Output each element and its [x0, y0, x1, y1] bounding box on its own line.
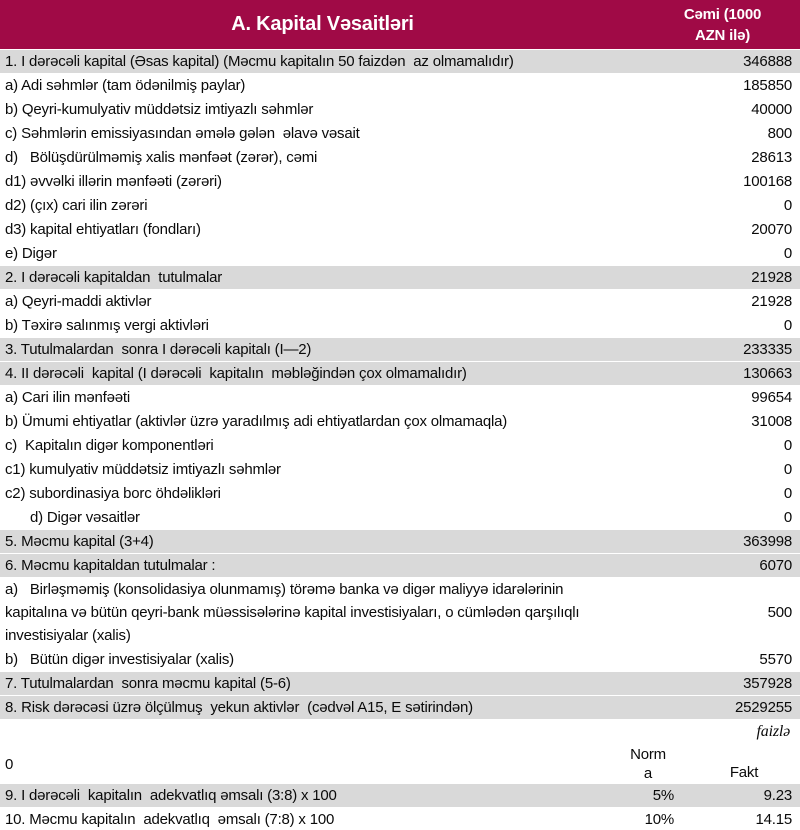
row-label: b) Təxirə salınmış vergi aktivləri	[5, 317, 209, 334]
table-row	[0, 648, 800, 672]
row-value: 20070	[751, 221, 792, 238]
row-value: 346888	[743, 53, 792, 70]
table-row	[0, 242, 800, 266]
amount-unit-line1: Cəmi (1000	[683, 5, 762, 23]
row-value: 31008	[751, 413, 792, 430]
ratio-row	[0, 808, 800, 830]
ratio-columns-header	[0, 744, 800, 784]
row-label: d2) (çıx) cari ilin zərəri	[5, 197, 148, 214]
row-label: c) Səhmlərin emissiyasından əmələ gələn əlavə vəsait	[5, 125, 360, 142]
row-value: 5570	[759, 651, 792, 668]
table-row	[0, 50, 800, 74]
row-value: 99654	[751, 389, 792, 406]
table-row	[0, 410, 800, 434]
table-header	[0, 0, 800, 50]
row-label: b) Ümumi ehtiyatlar (aktivlər üzrə yaradılmış adi ehtiyatlardan çox olmamaqla)	[5, 413, 508, 430]
table-row	[0, 458, 800, 482]
row-label: 1. I dərəcəli kapital (Əsas kapital) (Məcmu kapitalın 50 faizdən az olmamalıdır)	[5, 53, 514, 70]
table-row	[0, 530, 800, 554]
norm-column-header	[608, 744, 688, 784]
table-row	[0, 482, 800, 506]
table-row	[0, 554, 800, 578]
row-label: 6. Məcmu kapitaldan tutulmalar :	[5, 557, 216, 574]
row-value: 233335	[743, 341, 792, 358]
table-row	[0, 266, 800, 290]
row-label: a) Adi səhmlər (tam ödənilmiş paylar)	[5, 77, 246, 94]
table-row	[0, 194, 800, 218]
row-label: 5. Məcmu kapital (3+4)	[5, 533, 154, 550]
table-row	[0, 506, 800, 530]
ratio-row-label: 10. Məcmu kapitalın adekvatlıq əmsalı (7:8) x 100	[5, 811, 335, 828]
table-row	[0, 696, 800, 720]
row-label: 3. Tutulmalardan sonra I dərəcəli kapitalı (I—2)	[5, 341, 312, 358]
norm-column-label: Norma	[630, 746, 666, 782]
row-label: c1) kumulyativ müddətsiz imtiyazlı səhmlər	[5, 461, 281, 478]
table-row	[0, 578, 800, 648]
table-row	[0, 314, 800, 338]
page-title: A. Kapital Vəsaitləri	[231, 13, 414, 35]
row-label: d) Digər vəsaitlər	[30, 509, 140, 526]
ratio-row-label: 9. I dərəcəli kapitalın adekvatlıq əmsalı (3:8) x 100	[5, 787, 337, 804]
row-value: 6070	[759, 557, 792, 574]
percent-note: faizlə	[756, 723, 790, 740]
row-label: b) Bütün digər investisiyalar (xalis)	[5, 651, 234, 668]
table-row	[0, 146, 800, 170]
row-label: e) Digər	[5, 245, 57, 262]
row-label: c) Kapitalın digər komponentləri	[5, 437, 214, 454]
row-value: 21928	[751, 269, 792, 286]
amount-unit-header	[645, 0, 800, 49]
table-row	[0, 386, 800, 410]
row-value: 0	[783, 485, 792, 502]
table-row	[0, 290, 800, 314]
row-value: 0	[783, 317, 792, 334]
row-label: d1) əvvəlki illərin mənfəəti (zərəri)	[5, 173, 222, 190]
row-value: 2529255	[735, 699, 792, 716]
row-value: 40000	[751, 101, 792, 118]
row-label: a) Cari ilin mənfəəti	[5, 389, 131, 406]
table-row	[0, 434, 800, 458]
ratio-rows-container	[0, 784, 800, 830]
amount-unit-line2: AZN ilə)	[694, 26, 751, 44]
row-label: b) Qeyri-kumulyativ müddətsiz imtiyazlı səhmlər	[5, 101, 314, 118]
ratio-row-fact-value: 14.15	[755, 811, 792, 828]
ratio-row-norm-value: 5%	[652, 787, 674, 804]
row-label: 4. II dərəcəli kapital (I dərəcəli kapitalın məbləğindən çox olmamalıdır)	[5, 365, 467, 382]
fact-column-header: Fakt	[729, 764, 759, 781]
rows-container	[0, 50, 800, 720]
row-label: 8. Risk dərəcəsi üzrə ölçülmuş yekun aktivlər (cədvəl A15, E sətirindən)	[5, 699, 473, 716]
ratio-row-fact-value: 9.23	[763, 787, 792, 804]
row-value: 357928	[743, 675, 792, 692]
row-label: c2) subordinasiya borc öhdəlikləri	[5, 485, 221, 502]
row-value: 0	[783, 245, 792, 262]
row-value: 0	[783, 509, 792, 526]
row-value: 0	[783, 437, 792, 454]
row-label: d3) kapital ehtiyatları (fondları)	[5, 221, 201, 238]
table-row	[0, 170, 800, 194]
row-value: 0	[783, 461, 792, 478]
row-value: 28613	[751, 149, 792, 166]
table-row	[0, 218, 800, 242]
row-label: d) Bölüşdürülməmiş xalis mənfəət (zərər), cəmi	[5, 149, 318, 166]
row-label: 7. Tutulmalardan sonra məcmu kapital (5-6)	[5, 675, 291, 692]
row-value: 500	[767, 604, 792, 621]
row-value: 21928	[751, 293, 792, 310]
row-value: 800	[767, 125, 792, 142]
zero-cell: 0	[5, 755, 14, 773]
table-row	[0, 74, 800, 98]
row-label: 2. I dərəcəli kapitaldan tutulmalar	[5, 269, 223, 286]
ratio-row	[0, 784, 800, 808]
row-label: a) Birləşməmiş (konsolidasiya olunmamış) törəmə banka və digər maliyyə idarələrinin kapitalına və bütün qeyri-bank müəssisələrinə kapital investisiyaları, o cümlədən qarşılıqlı investisiyalar (xalis)	[5, 581, 584, 644]
row-label: a) Qeyri-maddi aktivlər	[5, 293, 152, 310]
table-row	[0, 98, 800, 122]
row-value: 185850	[743, 77, 792, 94]
table-row	[0, 338, 800, 362]
ratio-row-norm-value: 10%	[644, 811, 674, 828]
row-value: 363998	[743, 533, 792, 550]
row-value: 100168	[743, 173, 792, 190]
table-row	[0, 122, 800, 146]
table-row	[0, 672, 800, 696]
row-value: 0	[783, 197, 792, 214]
row-value: 130663	[743, 365, 792, 382]
table-row	[0, 362, 800, 386]
